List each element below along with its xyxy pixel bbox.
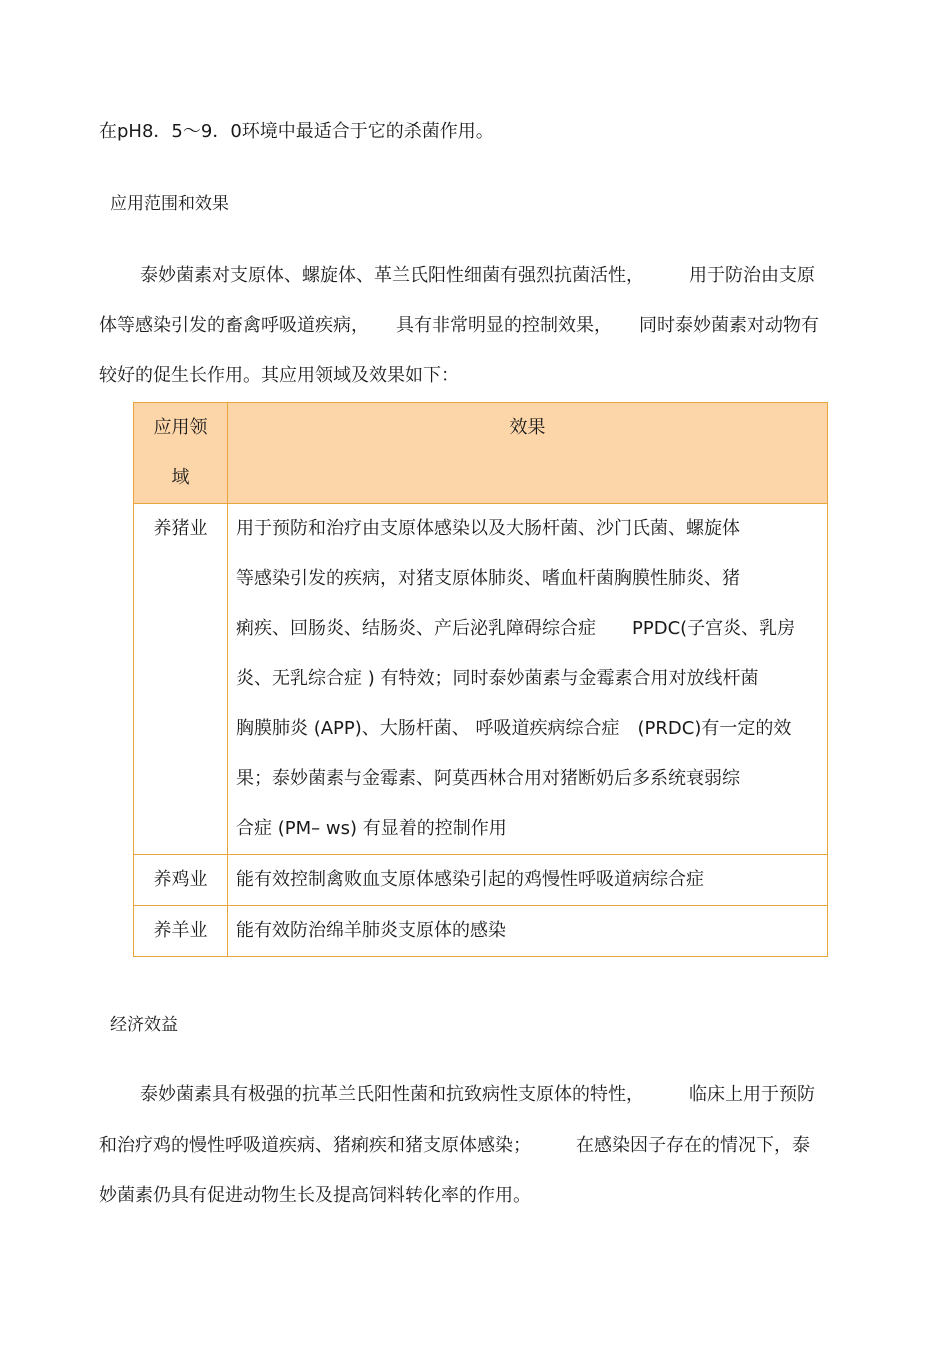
paragraph-line: 泰妙菌素具有极强的抗革兰氏阳性菌和抗致病性支原体的特性， 临床上用于预防 — [140, 1084, 815, 1105]
paragraph-line: 体等感染引发的畜禽呼吸道疾病， 具有非常明显的控制效果， 同时泰妙菌素对动物有 — [99, 315, 819, 336]
table-row — [134, 906, 828, 957]
effect-line: 胸膜肺炎 (APP)、大肠杆菌、 呼吸道疾病综合症 (PRDC)有一定的效 — [236, 718, 792, 739]
paragraph-line: 泰妙菌素对支原体、螺旋体、革兰氏阳性细菌有强烈抗菌活性， 用于防治由支原 — [140, 265, 815, 286]
application-effects-table — [133, 402, 828, 957]
row-domain: 养猪业 — [134, 504, 228, 855]
row-effect — [228, 855, 828, 906]
header-field — [134, 403, 228, 504]
effect-line: 等感染引发的疾病，对猪支原体肺炎、嗜血杆菌胸膜性肺炎、猪 — [236, 568, 740, 589]
table-header-row — [134, 403, 828, 504]
effect-line: 能有效防治绵羊肺炎支原体的感染 — [236, 920, 506, 941]
effect-line: 能有效控制禽败血支原体感染引起的鸡慢性呼吸道病综合症 — [236, 869, 704, 890]
row-effect — [228, 906, 828, 957]
row-domain: 养鸡业 — [134, 855, 228, 906]
row-domain: 养羊业 — [134, 906, 228, 957]
paragraph-line: 和治疗鸡的慢性呼吸道疾病、猪痢疾和猪支原体感染； 在感染因子存在的情况下，泰 — [99, 1135, 810, 1156]
intro-line: 在pH8．5～9．0环境中最适合于它的杀菌作用。 — [99, 121, 494, 142]
paragraph-line: 较好的促生长作用。其应用领域及效果如下： — [99, 365, 459, 386]
effect-line: 合症 (PM– ws) 有显着的控制作用 — [236, 818, 507, 839]
effect-line: 用于预防和治疗由支原体感染以及大肠杆菌、沙门氏菌、螺旋体 — [236, 518, 740, 539]
header-field-line: 应用领 — [153, 417, 208, 438]
section-heading-economic: 经济效益 — [110, 1015, 178, 1035]
paragraph-line: 妙菌素仍具有促进动物生长及提高饲料转化率的作用。 — [99, 1185, 531, 1206]
table-row — [134, 504, 828, 855]
header-field-line: 域 — [171, 467, 190, 488]
effect-line: 炎、无乳综合症 ) 有特效；同时泰妙菌素与金霉素合用对放线杆菌 — [236, 668, 759, 689]
row-effect — [228, 504, 828, 855]
effect-line: 果；泰妙菌素与金霉素、阿莫西林合用对猪断奶后多系统衰弱综 — [236, 768, 740, 789]
section-heading-application: 应用范围和效果 — [110, 194, 229, 214]
effect-line: 痢疾、回肠炎、结肠炎、产后泌乳障碍综合症 PPDC(子宫炎、乳房 — [236, 618, 796, 639]
table-row — [134, 855, 828, 906]
header-effect: 效果 — [228, 403, 828, 504]
